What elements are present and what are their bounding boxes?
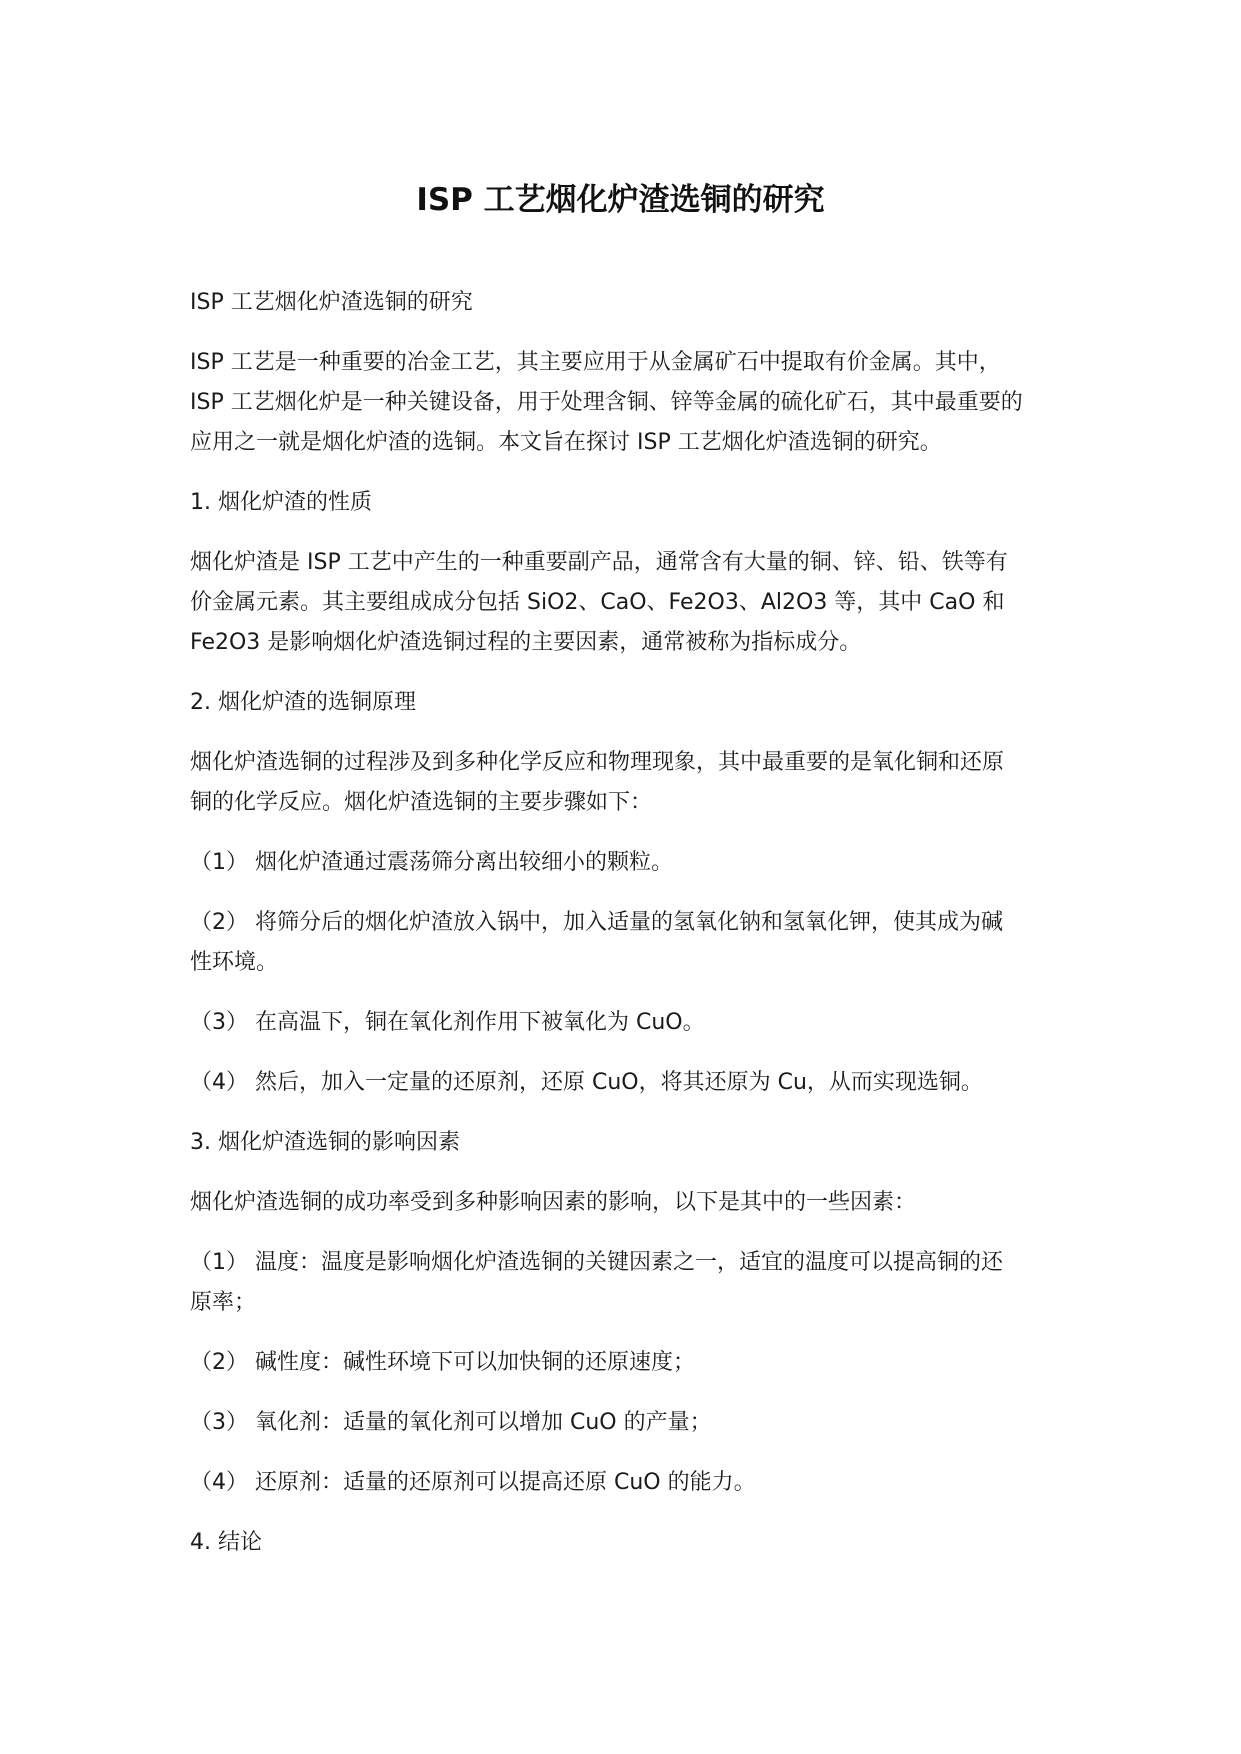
text-line: （4） 还原剂：适量的还原剂可以提高还原 CuO 的能力。	[190, 1470, 756, 1495]
paragraph-gap	[190, 883, 1060, 903]
paragraph-gap	[190, 1383, 1060, 1403]
text-line: 性环境。	[190, 950, 279, 975]
paragraph-s2-3	[190, 1003, 1060, 1043]
paragraph-s3-1	[190, 1243, 1060, 1323]
text-line: ISP 工艺是一种重要的冶金工艺，其主要应用于从金属矿石中提取有价金属。其中，	[190, 350, 1001, 375]
paragraph-h4	[190, 1523, 1060, 1563]
paragraph-s3-3	[190, 1403, 1060, 1443]
text-line: Fe2O3 是影响烟化炉渣选铜过程的主要因素，通常被称为指标成分。	[190, 630, 862, 655]
text-line: （2） 碱性度：碱性环境下可以加快铜的还原速度；	[190, 1350, 695, 1375]
text-line: 烟化炉渣选铜的成功率受到多种影响因素的影响，以下是其中的一些因素：	[190, 1190, 917, 1215]
paragraph-gap	[190, 723, 1060, 743]
text-line: 烟化炉渣选铜的过程涉及到多种化学反应和物理现象，其中最重要的是氧化铜和还原	[190, 750, 1005, 775]
paragraph-gap	[190, 983, 1060, 1003]
text-line: 烟化炉渣是 ISP 工艺中产生的一种重要副产品，通常含有大量的铜、锌、铅、铁等有	[190, 550, 1008, 575]
paragraph-h1	[190, 483, 1060, 523]
paragraph-intro	[190, 343, 1060, 463]
text-line: （1） 温度：温度是影响烟化炉渣选铜的关键因素之一，适宜的温度可以提高铜的还	[190, 1250, 1003, 1275]
paragraph-s3	[190, 1183, 1060, 1223]
paragraph-s2-2	[190, 903, 1060, 983]
paragraph-s3-2	[190, 1343, 1060, 1383]
text-line: ISP 工艺烟化炉渣选铜的研究	[190, 290, 473, 315]
text-line: 2. 烟化炉渣的选铜原理	[190, 690, 416, 715]
text-line: 4. 结论	[190, 1530, 262, 1555]
text-line: 应用之一就是烟化炉渣的选铜。本文旨在探讨 ISP 工艺烟化炉渣选铜的研究。	[190, 430, 942, 455]
paragraph-gap	[190, 1043, 1060, 1063]
text-line: 3. 烟化炉渣选铜的影响因素	[190, 1130, 460, 1155]
paragraph-gap	[190, 823, 1060, 843]
paragraph-s2	[190, 743, 1060, 823]
document-title: ISP 工艺烟化炉渣选铜的研究	[416, 182, 825, 218]
paragraph-gap	[190, 323, 1060, 343]
text-line: 原率；	[190, 1290, 257, 1315]
paragraph-s3-4	[190, 1463, 1060, 1503]
paragraph-s2-1	[190, 843, 1060, 883]
text-line: 铜的化学反应。烟化炉渣选铜的主要步骤如下：	[190, 790, 653, 815]
paragraph-h2	[190, 683, 1060, 723]
text-line: （3） 氧化剂：适量的氧化剂可以增加 CuO 的产量；	[190, 1410, 712, 1435]
paragraph-s2-4	[190, 1063, 1060, 1103]
paragraph-gap	[190, 1223, 1060, 1243]
paragraph-gap	[190, 1323, 1060, 1343]
text-line: 1. 烟化炉渣的性质	[190, 490, 372, 515]
paragraph-gap	[190, 1163, 1060, 1183]
paragraph-gap	[190, 663, 1060, 683]
paragraph-subtitle	[190, 283, 1060, 323]
paragraph-gap	[190, 1503, 1060, 1523]
text-line: （2） 将筛分后的烟化炉渣放入锅中，加入适量的氢氧化钠和氢氧化钾，使其成为碱	[190, 910, 1003, 935]
text-line: （1） 烟化炉渣通过震荡筛分离出较细小的颗粒。	[190, 850, 673, 875]
text-line: （4） 然后，加入一定量的还原剂，还原 CuO，将其还原为 Cu，从而实现选铜。	[190, 1070, 983, 1095]
paragraph-gap	[190, 1103, 1060, 1123]
text-line: ISP 工艺烟化炉是一种关键设备，用于处理含铜、锌等金属的硫化矿石，其中最重要的	[190, 390, 1023, 415]
paragraph-s1	[190, 543, 1060, 663]
text-line: 价金属元素。其主要组成成分包括 SiO2、CaO、Fe2O3、Al2O3 等，其中 CaO 和	[190, 590, 1005, 615]
paragraph-h3	[190, 1123, 1060, 1163]
paragraph-gap	[190, 1443, 1060, 1463]
document-body	[190, 283, 1060, 1563]
paragraph-gap	[190, 523, 1060, 543]
text-line: （3） 在高温下，铜在氧化剂作用下被氧化为 CuO。	[190, 1010, 705, 1035]
paragraph-gap	[190, 463, 1060, 483]
